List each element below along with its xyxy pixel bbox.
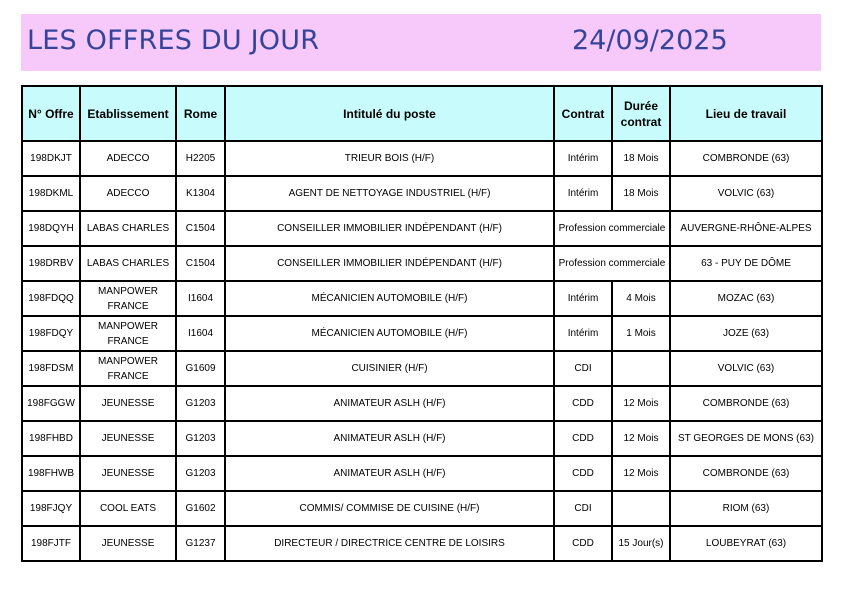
establishment-cell: JEUNESSE: [80, 526, 176, 561]
rome-code-cell: C1504: [176, 246, 225, 281]
contract-type-cell: CDI: [554, 491, 612, 526]
offer-number-cell: 198DRBV: [22, 246, 80, 281]
establishment-cell: ADECCO: [80, 176, 176, 211]
contract-duration-cell: 12 Mois: [612, 421, 670, 456]
contract-duration-cell: [612, 351, 670, 386]
offer-number-cell: 198FJQY: [22, 491, 80, 526]
contract-type-cell: CDD: [554, 386, 612, 421]
col-intitule-header: Intitulé du poste: [225, 86, 554, 141]
work-location-cell: MOZAC (63): [670, 281, 822, 316]
rome-code-cell: I1604: [176, 281, 225, 316]
rome-code-cell: G1237: [176, 526, 225, 561]
offer-number-cell: 198FJTF: [22, 526, 80, 561]
work-location-cell: 63 - PUY DE DÔME: [670, 246, 822, 281]
rome-code-cell: C1504: [176, 211, 225, 246]
table-row: [22, 386, 822, 421]
col-rome-header: Rome: [176, 86, 225, 141]
table-row: [22, 421, 822, 456]
contract-duration-cell: 1 Mois: [612, 316, 670, 351]
col-contrat-header: Contrat: [554, 86, 612, 141]
page-date: 24/09/2025: [572, 25, 728, 56]
establishment-cell: ADECCO: [80, 141, 176, 176]
rome-code-cell: G1609: [176, 351, 225, 386]
contract-type-cell: Profession commerciale: [554, 246, 670, 281]
header-banner: [21, 14, 821, 71]
contract-duration-cell: [612, 491, 670, 526]
table-row: [22, 281, 822, 316]
work-location-cell: LOUBEYRAT (63): [670, 526, 822, 561]
col-duree-header: Durée contrat: [612, 86, 670, 141]
job-title-cell: CONSEILLER IMMOBILIER INDÉPENDANT (H/F): [225, 211, 554, 246]
offer-number-cell: 198FHWB: [22, 456, 80, 491]
contract-duration-cell: 18 Mois: [612, 176, 670, 211]
rome-code-cell: G1602: [176, 491, 225, 526]
table-row: [22, 456, 822, 491]
rome-code-cell: I1604: [176, 316, 225, 351]
offer-number-cell: 198DQYH: [22, 211, 80, 246]
offer-number-cell: 198FDSM: [22, 351, 80, 386]
page-title: LES OFFRES DU JOUR: [27, 25, 320, 56]
offer-number-cell: 198DKJT: [22, 141, 80, 176]
contract-type-cell: Intérim: [554, 141, 612, 176]
work-location-cell: VOLVIC (63): [670, 176, 822, 211]
contract-type-cell: Intérim: [554, 281, 612, 316]
rome-code-cell: G1203: [176, 456, 225, 491]
work-location-cell: RIOM (63): [670, 491, 822, 526]
job-title-cell: TRIEUR BOIS (H/F): [225, 141, 554, 176]
contract-type-cell: Intérim: [554, 176, 612, 211]
work-location-cell: JOZE (63): [670, 316, 822, 351]
establishment-cell: MANPOWER FRANCE: [80, 316, 176, 351]
table-row: [22, 316, 822, 351]
offers-table: [21, 85, 823, 562]
establishment-cell: LABAS CHARLES: [80, 246, 176, 281]
table-body: [22, 141, 822, 561]
offer-number-cell: 198FHBD: [22, 421, 80, 456]
job-title-cell: ANIMATEUR ASLH (H/F): [225, 456, 554, 491]
col-etablissement-header: Etablissement: [80, 86, 176, 141]
establishment-cell: JEUNESSE: [80, 386, 176, 421]
col-lieu-header: Lieu de travail: [670, 86, 822, 141]
establishment-cell: MANPOWER FRANCE: [80, 281, 176, 316]
establishment-cell: COOL EATS: [80, 491, 176, 526]
work-location-cell: AUVERGNE-RHÔNE-ALPES: [670, 211, 822, 246]
establishment-cell: JEUNESSE: [80, 421, 176, 456]
contract-duration-cell: 4 Mois: [612, 281, 670, 316]
table-header-row: [22, 86, 822, 141]
table-row: [22, 526, 822, 561]
establishment-cell: JEUNESSE: [80, 456, 176, 491]
job-title-cell: MÉCANICIEN AUTOMOBILE (H/F): [225, 316, 554, 351]
table-row: [22, 176, 822, 211]
table-row: [22, 246, 822, 281]
table-row: [22, 491, 822, 526]
offer-number-cell: 198DKML: [22, 176, 80, 211]
rome-code-cell: G1203: [176, 386, 225, 421]
job-title-cell: ANIMATEUR ASLH (H/F): [225, 421, 554, 456]
establishment-cell: LABAS CHARLES: [80, 211, 176, 246]
rome-code-cell: H2205: [176, 141, 225, 176]
contract-type-cell: CDI: [554, 351, 612, 386]
contract-type-cell: CDD: [554, 456, 612, 491]
job-title-cell: AGENT DE NETTOYAGE INDUSTRIEL (H/F): [225, 176, 554, 211]
job-title-cell: DIRECTEUR / DIRECTRICE CENTRE DE LOISIRS: [225, 526, 554, 561]
rome-code-cell: K1304: [176, 176, 225, 211]
contract-duration-cell: 12 Mois: [612, 456, 670, 491]
job-title-cell: COMMIS/ COMMISE DE CUISINE (H/F): [225, 491, 554, 526]
contract-type-cell: CDD: [554, 421, 612, 456]
offer-number-cell: 198FDQY: [22, 316, 80, 351]
contract-duration-cell: 18 Mois: [612, 141, 670, 176]
contract-type-cell: Intérim: [554, 316, 612, 351]
table-row: [22, 141, 822, 176]
establishment-cell: MANPOWER FRANCE: [80, 351, 176, 386]
table-row: [22, 351, 822, 386]
job-title-cell: CUISINIER (H/F): [225, 351, 554, 386]
work-location-cell: COMBRONDE (63): [670, 456, 822, 491]
table-row: [22, 211, 822, 246]
job-title-cell: MÉCANICIEN AUTOMOBILE (H/F): [225, 281, 554, 316]
work-location-cell: COMBRONDE (63): [670, 141, 822, 176]
job-title-cell: ANIMATEUR ASLH (H/F): [225, 386, 554, 421]
contract-type-cell: CDD: [554, 526, 612, 561]
work-location-cell: VOLVIC (63): [670, 351, 822, 386]
col-offre-header: N° Offre: [22, 86, 80, 141]
offer-number-cell: 198FGGW: [22, 386, 80, 421]
offer-number-cell: 198FDQQ: [22, 281, 80, 316]
work-location-cell: COMBRONDE (63): [670, 386, 822, 421]
contract-duration-cell: 15 Jour(s): [612, 526, 670, 561]
rome-code-cell: G1203: [176, 421, 225, 456]
contract-type-cell: Profession commerciale: [554, 211, 670, 246]
work-location-cell: ST GEORGES DE MONS (63): [670, 421, 822, 456]
job-title-cell: CONSEILLER IMMOBILIER INDÉPENDANT (H/F): [225, 246, 554, 281]
contract-duration-cell: 12 Mois: [612, 386, 670, 421]
